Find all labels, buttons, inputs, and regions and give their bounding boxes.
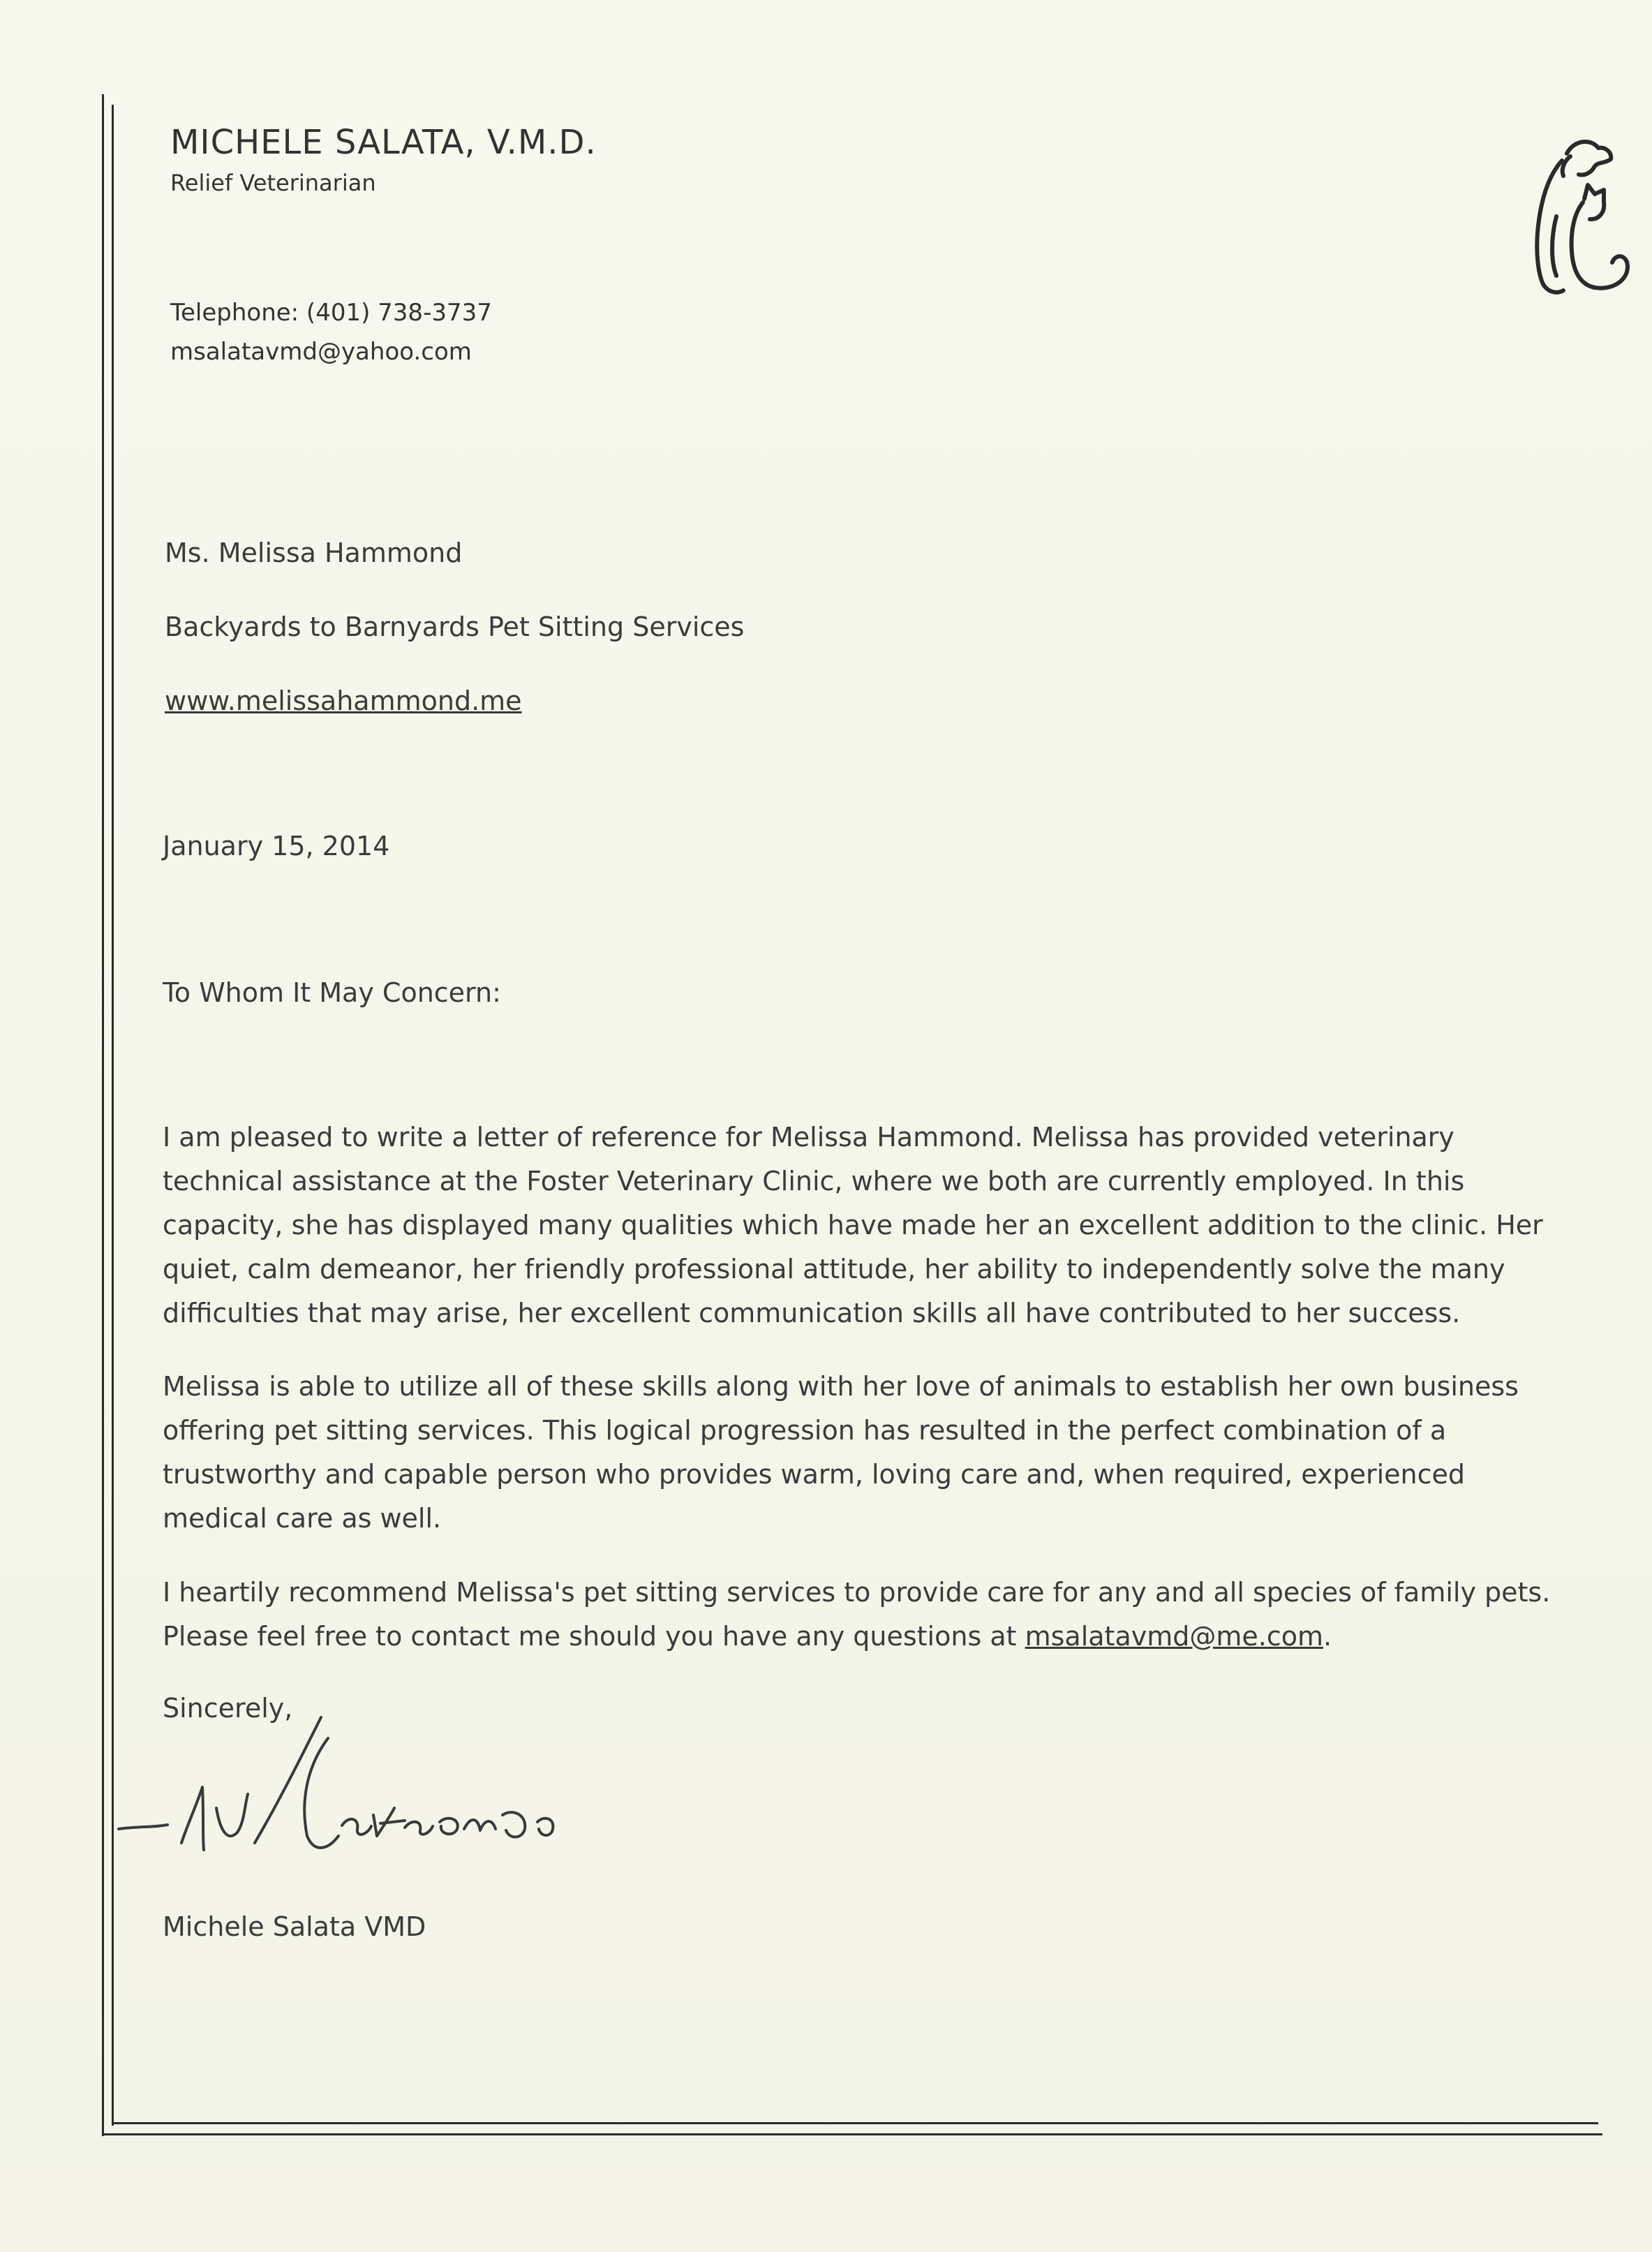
- letterhead-email: msalatavmd@yahoo.com: [170, 338, 472, 366]
- signature-image: [98, 1703, 586, 1885]
- paragraph-line: quiet, calm demeanor, her friendly professional attitude, her ability to independently solve the many: [163, 1254, 1505, 1284]
- signer-name: Michele Salata VMD: [163, 1911, 426, 1942]
- paragraph-3: [163, 1571, 1558, 1659]
- paragraph-line: [163, 1615, 1558, 1659]
- salutation: To Whom It May Concern:: [163, 977, 501, 1008]
- border-bottom-outer: [102, 2133, 1602, 2135]
- recipient-website-link[interactable]: www.melissahammond.me: [165, 686, 522, 716]
- paragraph-1: [163, 1116, 1558, 1335]
- paragraph-line: offering pet sitting services. This logical progression has resulted in the perfect combination of a: [163, 1415, 1447, 1446]
- paragraph-line: capacity, she has displayed many qualities which have made her an excellent addition to the clinic. Her: [163, 1210, 1543, 1240]
- paragraph-line: difficulties that may arise, her excellent communication skills all have contributed to her success.: [163, 1298, 1461, 1328]
- closing: Sincerely,: [163, 1693, 293, 1724]
- recipient-name: Ms. Melissa Hammond: [165, 538, 463, 568]
- paragraph-line: trustworthy and capable person who provides warm, loving care and, when required, experienced: [163, 1459, 1466, 1490]
- recipient-company: Backyards to Barnyards Pet Sitting Services: [165, 612, 745, 642]
- letter-date: January 15, 2014: [163, 831, 390, 861]
- letterhead-title: Relief Veterinarian: [170, 170, 376, 196]
- paragraph-line: technical assistance at the Foster Veterinary Clinic, where we both are currently employed. In this: [163, 1166, 1465, 1197]
- letterhead-name: MICHELE SALATA, V.M.D.: [170, 123, 597, 162]
- contact-text-end: .: [1323, 1621, 1332, 1652]
- border-bottom-inner: [112, 2122, 1598, 2124]
- contact-email-link[interactable]: msalatavmd@me.com: [1025, 1621, 1323, 1652]
- paragraph-line: I heartily recommend Melissa's pet sitting services to provide care for any and all species of family pets.: [163, 1577, 1551, 1608]
- paragraph-line: Melissa is able to utilize all of these skills along with her love of animals to establish her own business: [163, 1371, 1519, 1402]
- paragraph-line: I am pleased to write a letter of reference for Melissa Hammond. Melissa has provided veterinary: [163, 1122, 1454, 1153]
- dog-and-cat-icon: [1501, 133, 1633, 307]
- letterhead-telephone: Telephone: (401) 738-3737: [170, 299, 492, 327]
- contact-text: Please feel free to contact me should you have any questions at: [163, 1621, 1025, 1652]
- paragraph-line: medical care as well.: [163, 1503, 442, 1534]
- paragraph-2: [163, 1365, 1558, 1541]
